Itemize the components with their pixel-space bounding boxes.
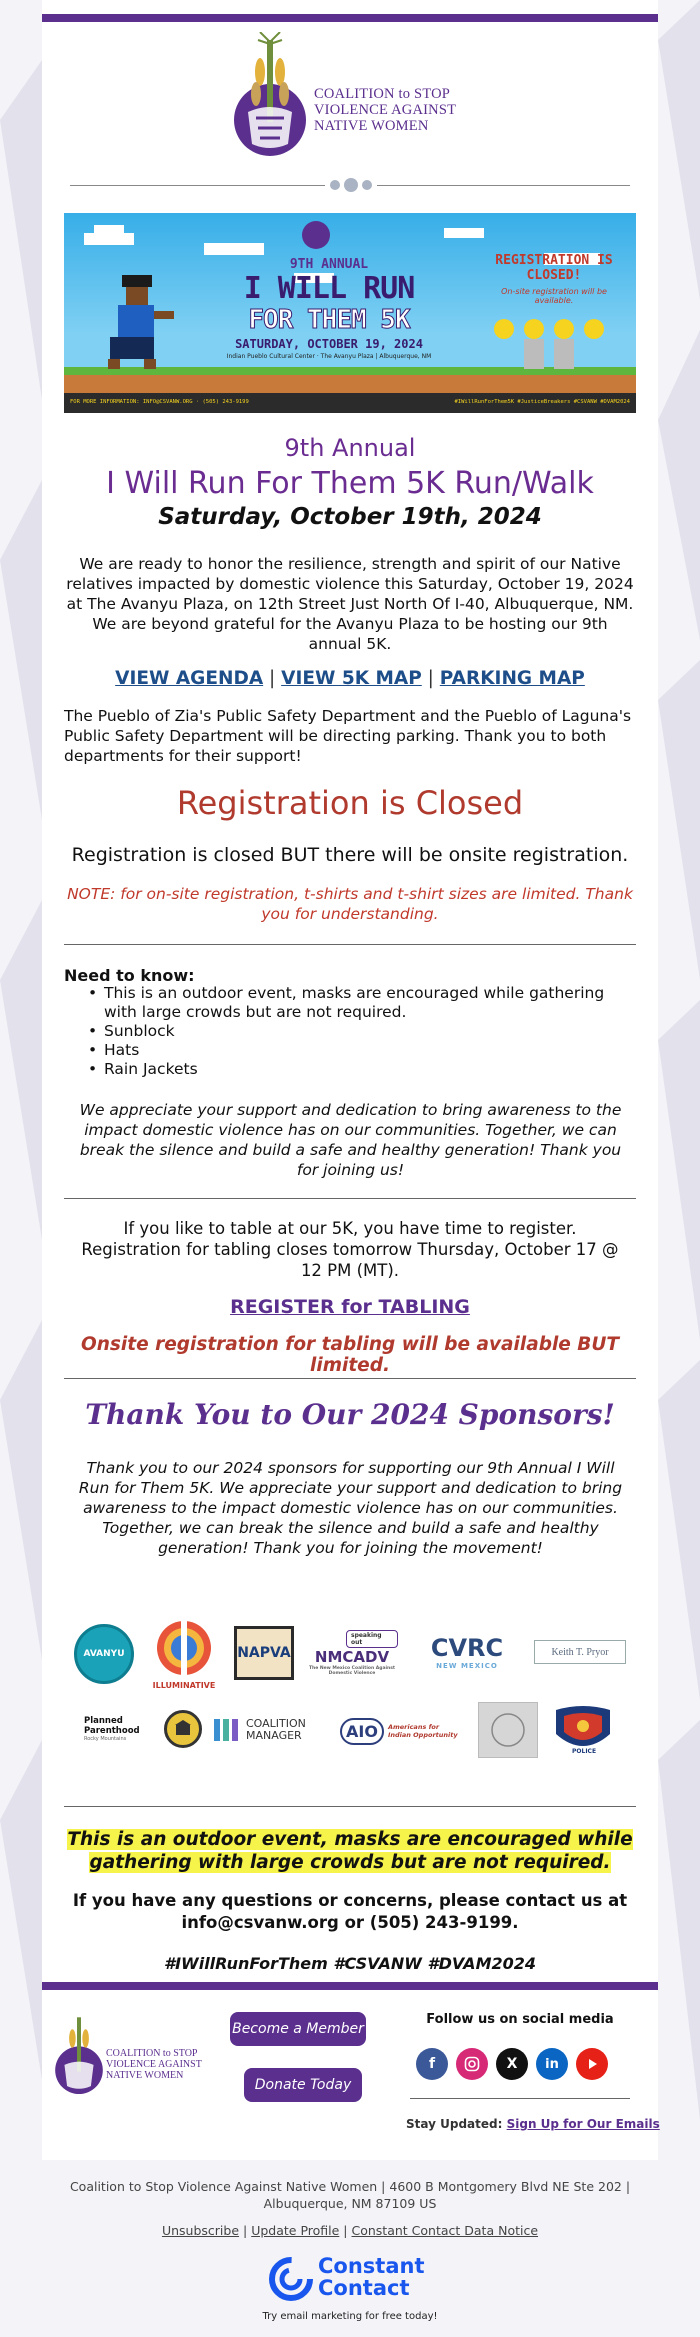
org-name xyxy=(314,86,456,134)
banner-annual: 9TH ANNUAL xyxy=(289,257,369,272)
planned-subtext: Rocky Mountains xyxy=(84,1736,127,1742)
event-title: I Will Run For Them 5K Run/Walk xyxy=(106,466,594,501)
sponsor-avanyu-logo[interactable] xyxy=(74,1624,134,1684)
view-agenda-link[interactable]: VIEW AGENDA xyxy=(115,668,264,689)
registration-closed-heading: Registration is Closed xyxy=(176,784,524,822)
nmcadv-tagline: speaking out xyxy=(346,1630,398,1648)
sponsor-pryor-text: Keith T. Pryor xyxy=(551,1646,609,1658)
divider-line xyxy=(410,2098,630,2099)
divider-dots-icon xyxy=(325,176,377,194)
stay-updated-row xyxy=(406,2117,660,2131)
contact-line2: info@csvanw.org or (505) 243-9199. xyxy=(181,1913,519,1932)
divider-line xyxy=(64,1378,636,1379)
sponsor-aio-text: AIO xyxy=(340,1718,384,1745)
become-member-button[interactable]: Become a Member xyxy=(230,2012,366,2046)
sponsor-seal-logo[interactable] xyxy=(164,1710,202,1748)
banner-footer-info: FOR MORE INFORMATION: INFO@CSVANW.ORG · (505) 243-9199 xyxy=(70,399,249,405)
sponsor-aio-logo[interactable] xyxy=(340,1714,468,1748)
footer-org-logo[interactable] xyxy=(52,2012,222,2102)
event-annual-heading: 9th Annual xyxy=(284,434,416,462)
need-to-know-list xyxy=(88,984,608,1079)
parking-map-link[interactable]: PARKING MAP xyxy=(439,668,585,689)
sponsor-cvrc-logo[interactable] xyxy=(412,1626,522,1678)
link-separator: | xyxy=(269,668,276,689)
onsite-tabling-note: Onsite registration for tabling will be available BUT limited. xyxy=(80,1334,620,1376)
footer-org-name xyxy=(106,2048,202,2081)
contact-info xyxy=(42,1890,658,1934)
banner-registration-note: On-site registration will be available. xyxy=(501,287,607,305)
divider-line xyxy=(64,944,636,945)
illuminative-emblem-icon xyxy=(155,1619,213,1677)
register-tabling-link[interactable]: REGISTER for TABLING xyxy=(230,1296,470,1318)
parking-paragraph: The Pueblo of Zia's Public Safety Department and the Pueblo of Laguna's Public Safety Department will be directing parking. Thank you to both departments for their support! xyxy=(64,707,632,765)
try-email-marketing: Try email marketing for free today! xyxy=(262,2311,438,2322)
instagram-glyph-icon xyxy=(464,2056,480,2072)
banner-date: SATURDAY, OCTOBER 19, 2024 xyxy=(235,337,423,351)
top-accent-bar xyxy=(42,14,658,22)
sponsor-coalition-manager-logo[interactable] xyxy=(212,1712,330,1748)
org-name-line3: NATIVE WOMEN xyxy=(314,118,429,134)
sponsors-heading: Thank You to Our 2024 Sponsors! xyxy=(85,1398,615,1431)
register-tabling-container xyxy=(42,1296,658,1318)
sponsors-paragraph: Thank you to our 2024 sponsors for supporting our 9th Annual I Will Run for Them 5K. We appreciate your support and dedication to bring awareness to the impact domestic violence has on our communities. Together, we can break the silence and build a safe and healthy generation! Thank you for joining the movement! xyxy=(78,1459,623,1557)
constant-contact-text-2: Contact xyxy=(318,2276,410,2300)
list-item: • Rain Jackets xyxy=(88,1060,608,1079)
org-logo[interactable] xyxy=(230,32,480,164)
coalition-manager-icon xyxy=(212,1715,242,1745)
event-links xyxy=(42,668,658,689)
mask-note-text: This is an outdoor event, masks are encouraged while gathering with large crowds but are not required. xyxy=(67,1829,633,1873)
list-item: • This is an outdoor event, masks are encouraged while gathering with large crowds but are not required. xyxy=(88,984,608,1022)
registration-note: NOTE: for on-site registration, t-shirts and t-shirt sizes are limited. Thank you for understanding. xyxy=(67,885,633,923)
banner-title-line2: FOR THEM 5K xyxy=(248,305,410,335)
stay-updated-label: Stay Updated: xyxy=(406,2117,503,2131)
x-twitter-icon[interactable]: X xyxy=(496,2048,528,2080)
signup-emails-link[interactable]: Sign Up for Our Emails xyxy=(506,2117,660,2131)
event-date: Saturday, October 19th, 2024 xyxy=(158,504,542,530)
contact-line1: If you have any questions or concerns, please contact us at xyxy=(72,1891,628,1910)
nmcadv-subtext: The New Mexico Coalition Against Domestic Violence xyxy=(308,1666,396,1676)
seal-emblem-icon xyxy=(173,1719,193,1739)
unsubscribe-link[interactable]: Unsubscribe xyxy=(161,2223,240,2238)
sponsor-planned-text: Planned Parenthood xyxy=(84,1716,140,1736)
sponsor-coalition-manager-text: COALITION MANAGER xyxy=(246,1717,306,1742)
cvrc-subtext: NEW MEXICO xyxy=(436,1662,498,1670)
banner-registration-closed: REGISTRATION IS CLOSED! xyxy=(495,253,613,283)
banner-title-line1: I WILL RUN xyxy=(243,271,415,306)
aio-subtext: Americans for Indian Opportunity xyxy=(387,1723,458,1739)
runner-icon xyxy=(108,275,174,369)
list-item: • Hats xyxy=(88,1041,608,1060)
divider-line xyxy=(64,1806,636,1807)
corn-plant-logo-icon xyxy=(230,32,310,162)
data-notice-link[interactable]: Constant Contact Data Notice xyxy=(351,2223,539,2238)
facebook-icon[interactable]: f xyxy=(416,2048,448,2080)
bottom-accent-bar xyxy=(42,1982,658,1990)
circle-emblem-icon xyxy=(488,1710,528,1750)
footer-links: Unsubscribe | Update Profile | Constant Contact Data Notice xyxy=(161,2223,539,2238)
need-to-know-title: Need to know: xyxy=(64,966,195,985)
update-profile-link[interactable]: Update Profile xyxy=(251,2223,340,2238)
footer-org-name-line3: NATIVE WOMEN xyxy=(106,2070,184,2081)
sponsor-napva-logo[interactable] xyxy=(234,1626,294,1680)
sponsor-gray-logo[interactable] xyxy=(478,1702,538,1758)
constant-contact-logo[interactable] xyxy=(268,2254,438,2304)
youtube-play-icon xyxy=(585,2057,599,2071)
banner-footer-hashtags: #IWillRunForThem5K #JusticeBreakers #CSVANW #DVAM2024 xyxy=(454,399,630,405)
banner-venue: Indian Pueblo Cultural Center · The Avanyu Plaza | Albuquerque, NM xyxy=(226,353,432,360)
mask-highlight-note xyxy=(42,1828,658,1874)
donate-button[interactable]: Donate Today xyxy=(244,2068,362,2102)
linkedin-icon[interactable]: in xyxy=(536,2048,568,2080)
footer-org-name-line1: COALITION to STOP xyxy=(106,2048,198,2059)
sponsor-illuminative-text: ILLUMINATIVE xyxy=(152,1680,216,1690)
constant-contact-icon xyxy=(268,2256,314,2302)
tabling-paragraph: If you like to table at our 5K, you have time to register. Registration for tabling closes tomorrow Thursday, October 17 @ 12 PM (MT). xyxy=(81,1219,619,1280)
org-name-line1: COALITION to STOP xyxy=(314,86,451,102)
org-name-line2: VIOLENCE AGAINST xyxy=(314,102,457,118)
sponsor-cvrc-text: CVRC xyxy=(430,1634,504,1662)
divider-line xyxy=(64,1198,636,1199)
youtube-icon[interactable] xyxy=(576,2048,608,2080)
sponsor-planned-parenthood-logo[interactable] xyxy=(80,1714,156,1744)
instagram-icon[interactable] xyxy=(456,2048,488,2080)
footer-address: Coalition to Stop Violence Against Native Women | 4600 B Montgomery Blvd NE Ste 202 | Albuquerque, NM 87109 US xyxy=(69,2179,631,2211)
registration-subtext: Registration is closed BUT there will be onsite registration. xyxy=(71,844,629,866)
link-separator: | xyxy=(427,668,434,689)
sponsor-nmcadv-logo[interactable] xyxy=(306,1622,398,1684)
sponsor-avanyu-text: AVANYU xyxy=(83,1649,125,1659)
constant-contact-text-1: Constant xyxy=(318,2254,425,2278)
appreciation-paragraph: We appreciate your support and dedication to bring awareness to the impact domestic violence has on our communities. Together, we can break the silence and build a safe and healthy generation! Thank you for joining us! xyxy=(79,1101,622,1179)
sponsor-keith-pryor-logo[interactable] xyxy=(534,1640,626,1664)
hashtags: #IWillRunForThem #CSVANW #DVAM2024 xyxy=(163,1954,537,1973)
footer-org-name-line2: VIOLENCE AGAINST xyxy=(106,2059,202,2070)
intro-paragraph: We are ready to honor the resilience, strength and spirit of our Native relatives impacted by domestic violence this Saturday, October 19, 2024 at The Avanyu Plaza, on 12th Street Just North Of I-40, Albuquerque, NM. We are beyond grateful for the Avanyu Plaza to be hosting our 9th annual 5K. xyxy=(66,555,634,653)
list-item: • Sunblock xyxy=(88,1022,608,1041)
police-badge-text: POLICE xyxy=(572,1748,597,1755)
sponsor-nmcadv-text: NMCADV xyxy=(314,1648,390,1666)
view-5k-map-link[interactable]: VIEW 5K MAP xyxy=(281,668,422,689)
sponsor-illuminative-logo[interactable] xyxy=(144,1612,224,1696)
event-banner[interactable] xyxy=(64,213,636,413)
sponsor-napva-text: NAPVA xyxy=(237,1645,291,1661)
follow-social-label: Follow us on social media xyxy=(426,2012,614,2027)
footer-corn-plant-logo-icon xyxy=(52,2012,106,2098)
